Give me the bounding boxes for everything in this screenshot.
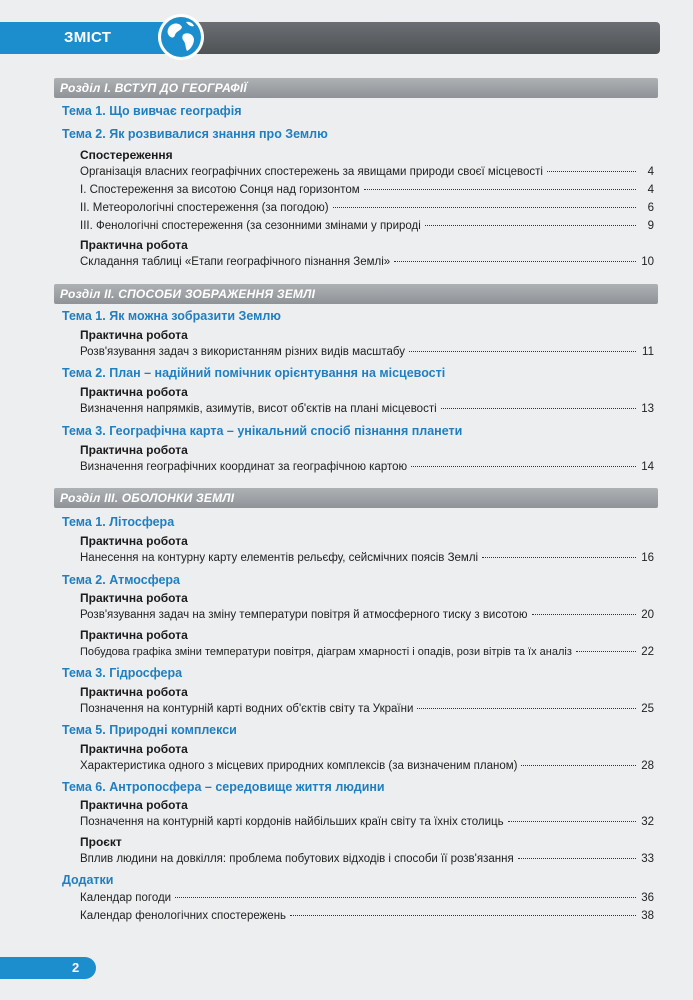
subheading: Практична робота bbox=[80, 385, 188, 399]
section-title: Розділ III. ОБОЛОНКИ ЗЕМЛІ bbox=[60, 491, 235, 505]
subheading: Практична робота bbox=[80, 443, 188, 457]
toc-entry[interactable]: Визначення напрямків, азимутів, висот об'єктів на плані місцевості 13 bbox=[80, 403, 654, 415]
subheading: Проєкт bbox=[80, 835, 122, 849]
header-grey-bar bbox=[190, 22, 660, 54]
appendix-title: Додатки bbox=[62, 873, 114, 887]
topic-title: Тема 5. Природні комплекси bbox=[62, 723, 237, 737]
topic-title: Тема 6. Антропосфера – середовище життя людини bbox=[62, 780, 385, 794]
topic-title: Тема 1. Літосфера bbox=[62, 515, 175, 529]
section-header-2 bbox=[54, 284, 658, 304]
topic-title: Тема 2. Як розвивалися знання про Землю bbox=[62, 127, 328, 141]
toc-entry[interactable]: I. Спостереження за висотою Сонця над горизонтом 4 bbox=[80, 184, 654, 196]
toc-entry[interactable]: Складання таблиці «Етапи географічного пізнання Землі» 10 bbox=[80, 256, 654, 268]
page-number-tab bbox=[0, 957, 96, 979]
topic-title: Тема 2. План – надійний помічник орієнтування на місцевості bbox=[62, 366, 446, 380]
toc-entry[interactable]: III. Фенологічні спостереження (за сезонними змінами у природі 9 bbox=[80, 220, 654, 232]
section-header-3 bbox=[54, 488, 658, 508]
toc-entry[interactable]: Нанесення на контурну карту елементів рельєфу, сейсмічних поясів Землі 16 bbox=[80, 552, 654, 564]
toc-entry[interactable]: Розв'язування задач з використанням різних видів масштабу 11 bbox=[80, 346, 654, 358]
toc-entry[interactable]: Позначення на контурній карті водних об'єктів світу та України 25 bbox=[80, 703, 654, 715]
toc-entry[interactable]: Календар погоди 36 bbox=[80, 892, 654, 904]
toc-entry[interactable]: Побудова графіка зміни температури повітря, діаграм хмарності і опадів, рози вітрів та їх аналіз 22 bbox=[80, 646, 654, 658]
toc-entry[interactable]: Позначення на контурній карті кордонів найбільших країн світу та їхніх столиць 32 bbox=[80, 816, 654, 828]
toc-entry[interactable]: Організація власних географічних спостережень за явищами природи своєї місцевості 4 bbox=[80, 166, 654, 178]
topic-title: Тема 3. Географічна карта – унікальний спосіб пізнання планети bbox=[62, 424, 463, 438]
subheading: Практична робота bbox=[80, 238, 188, 252]
toc-entry[interactable]: II. Метеорологічні спостереження (за погодою) 6 bbox=[80, 202, 654, 214]
topic-title: Тема 1. Що вивчає географія bbox=[62, 104, 242, 118]
section-header-1 bbox=[54, 78, 658, 98]
subheading: Практична робота bbox=[80, 591, 188, 605]
globe-icon bbox=[156, 12, 206, 62]
toc-entry[interactable]: Характеристика одного з місцевих природних комплексів (за визначеним планом) 28 bbox=[80, 760, 654, 772]
toc-entry[interactable]: Вплив людини на довкілля: проблема побутових відходів і способи її розв'язання 33 bbox=[80, 853, 654, 865]
page-number: 2 bbox=[72, 960, 80, 975]
subheading: Спостереження bbox=[80, 148, 173, 162]
topic-title: Тема 2. Атмосфера bbox=[62, 573, 181, 587]
header-band bbox=[0, 22, 660, 54]
section-title: Розділ II. СПОСОБИ ЗОБРАЖЕННЯ ЗЕМЛІ bbox=[60, 287, 316, 301]
topic-title: Тема 3. Гідросфера bbox=[62, 666, 183, 680]
toc-entry[interactable]: Розв'язування задач на зміну температури повітря й атмосферного тиску з висотою 20 bbox=[80, 609, 654, 621]
toc-entry[interactable]: Визначення географічних координат за географічною картою 14 bbox=[80, 461, 654, 473]
page-title: ЗМІСТ bbox=[64, 29, 112, 46]
subheading: Практична робота bbox=[80, 798, 188, 812]
subheading: Практична робота bbox=[80, 628, 188, 642]
subheading: Практична робота bbox=[80, 685, 188, 699]
topic-title: Тема 1. Як можна зобразити Землю bbox=[62, 309, 281, 323]
toc-entry[interactable]: Календар фенологічних спостережень 38 bbox=[80, 910, 654, 922]
subheading: Практична робота bbox=[80, 534, 188, 548]
subheading: Практична робота bbox=[80, 328, 188, 342]
section-title: Розділ I. ВСТУП ДО ГЕОГРАФІЇ bbox=[60, 81, 247, 95]
subheading: Практична робота bbox=[80, 742, 188, 756]
